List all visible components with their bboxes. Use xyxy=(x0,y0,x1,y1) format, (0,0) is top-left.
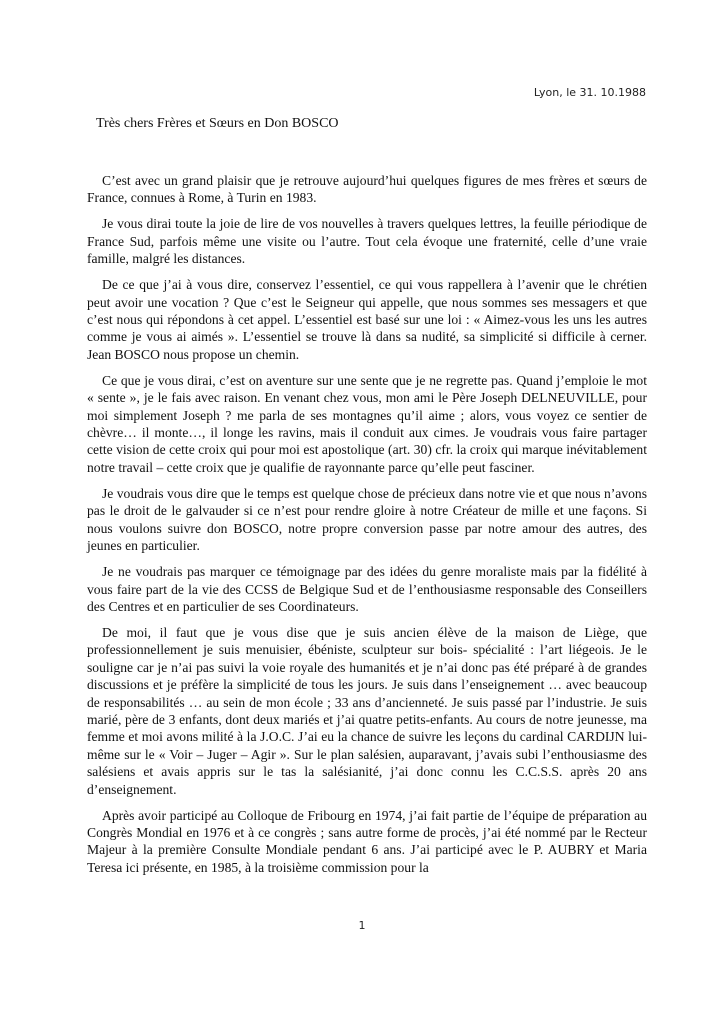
paragraph: Je voudrais vous dire que le temps est quelque chose de précieux dans notre vie et que nous n’avons pas le droit de le galvauder si ce n’est pour rendre gloire à notre Créateur de mille et une façons. Si nous voulons suivre don BOSCO, notre propre conversion passe par notre amour des autres, des jeunes en particulier. xyxy=(87,485,647,554)
paragraph: Après avoir participé au Colloque de Fribourg en 1974, j’ai fait partie de l’équipe de préparation au Congrès Mondial en 1976 et à ce congrès ; sans autre forme de procès, j’ai été nommé par le Recteur Majeur à la première Consulte Mondiale pendant 6 ans. J’ai participé avec le P. AUBRY et Maria Teresa ici présente, en 1985, à la troisième commission pour la xyxy=(87,807,647,875)
page-number: 1 xyxy=(358,919,366,932)
paragraph: De moi, il faut que je vous dise que je suis ancien élève de la maison de Liège, que professionnellement je suis menuisier, ébéniste, sculpteur sur bois- spécialité : l’art liégeois. Je le souligne car je n’ai pas suivi la voie royale des humanités et je n’ai donc pas été préparé à de grandes discussions et je préfère la simplicité de tous les jours. Je suis dans l’enseignement … avec beaucoup de responsabilités … au sein de mon école ; 33 ans d’ancienneté. Je suis passé par l’industrie. Je suis marié, père de 3 enfants, dont deux mariés et j’ai quatre petits-enfants. Au cours de notre jeunesse, ma femme et moi avons milité à la J.O.C. J’ai eu la chance de suivre les leçons du cardinal CARDIJN lui-même sur le « Voir – Juger – Agir ». Sur le plan salésien, auparavant, j’avais subi l’enthousiasme des salésiens et avais appris sur le tas la salésianité, j’ai donc connu les C.C.S.S. après 20 ans d’enseignement. xyxy=(87,624,647,797)
paragraph: Je vous dirai toute la joie de lire de vos nouvelles à travers quelques lettres, la feuille périodique de France Sud, parfois même une visite ou l’autre. Tout cela évoque une fraternité, celle d’une vraie famille, malgré les distances. xyxy=(87,216,647,267)
paragraph: De ce que j’ai à vous dire, conservez l’essentiel, ce qui vous rappellera à l’avenir que le chrétien peut avoir une vocation ? Que c’est le Seigneur qui appelle, que nous sommes ses messagers et que c’est nous qui répondons à cet appel. L’essentiel est basé sur une loi : « Aimez-vous les uns les autres comme je vous ai aimés ». L’essentiel se trouve là dans sa nudité, sa simplicité si difficile à cerner. Jean BOSCO nous propose un chemin. xyxy=(87,277,647,362)
paragraph: Ce que je vous dirai, c’est on aventure sur une sente que je ne regrette pas. Quand j’emploie le mot « sente », je le fais avec raison. En venant chez vous, mon ami le Père Joseph DELNEUVILLE, pour moi simplement Joseph ? me parla de ses montagnes qu’il aime ; alors, vous voyez ce sentier de chèvre… il monte…, il longe les ravins, mais il conduit aux cimes. Je voudrais vous faire partager cette vision de cette croix qui pour moi est apostolique (art. 30) cfr. la croix qui marque inévitablement notre travail – cette croix que je qualifie de rayonnante parce qu’elle peut fasciner. xyxy=(87,372,647,475)
letter-greeting: Très chers Frères et Sœurs en Don BOSCO xyxy=(96,116,339,131)
letter-body xyxy=(87,172,647,885)
date-line: Lyon, le 31. 10.1988 xyxy=(533,86,646,99)
paragraph: Je ne voudrais pas marquer ce témoignage par des idées du genre moraliste mais par la fidélité à vous faire part de la vie des CCSS de Belgique Sud et de l’enthousiasme responsable des Conseillers des Centres et en particulier de ses Coordinateurs. xyxy=(87,564,647,614)
paragraph: C’est avec un grand plaisir que je retrouve aujourd’hui quelques figures de mes frères et sœurs de France, connues à Rome, à Turin en 1983. xyxy=(87,173,647,206)
